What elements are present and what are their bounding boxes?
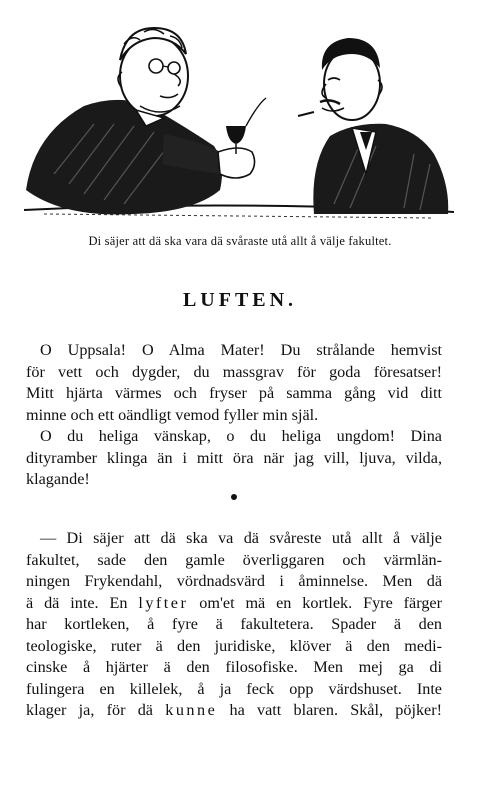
section-divider-dot (231, 494, 237, 500)
paragraph-3 (26, 528, 442, 722)
paragraph-2 (26, 426, 442, 491)
paragraph-3-line: — Di säjer att dä ska va dä svåreste utå allt å välje (40, 529, 442, 547)
chapter-title: LUFTEN. (182, 289, 298, 311)
paragraph-3-line: fulingera en killelek, å ja feck opp värdshuset. Inte (26, 679, 442, 698)
paragraph-3-line: har kortleken, å fyre ä fakultetera. Spader ä den (26, 615, 442, 633)
paragraph-3-line: cinske å hjärter ä den filosofiske. Men mej ga di (26, 658, 442, 676)
paragraph-1-line: för vett och dygder, du massgrav för goda föresatser! (26, 362, 442, 381)
paragraph-1-line: O Uppsala! O Alma Mater! Du strålande hemvist (40, 341, 442, 359)
paragraph-1-line: Mitt hjärta värmes och fryser på samma gång vid ditt (26, 384, 442, 402)
paragraph-3-line: teologiske, ruter ä den juridiske, klöver ä den medi- (26, 636, 442, 655)
paragraph-2-line: dityramber klinga än i mitt öra när jag vill, ljuva, vilda, (26, 448, 442, 467)
paragraph-1-line: minne och ett oändligt vemod fyller min själ. (26, 405, 319, 424)
paragraph-3-line: fakultet, sade den gamle överliggaren och värmlän- (26, 550, 442, 569)
paragraph-3-line (26, 700, 442, 722)
two-men-toasting-illustration (14, 14, 466, 228)
old-man-figure (26, 28, 266, 215)
paragraph-3-line (26, 593, 442, 615)
paragraph-2-line: klagande! (26, 470, 90, 488)
text-fragment: ha vatt blaren. Skål, pöjker! (217, 701, 442, 719)
paragraph-1 (26, 340, 442, 426)
emphasized-word: kunne (165, 701, 218, 719)
text-fragment: ä dä inte. En (26, 593, 139, 612)
young-man-figure (298, 38, 448, 214)
text-fragment: klager ja, för dä (26, 701, 166, 719)
emphasized-word: lyfter (138, 593, 189, 612)
paragraph-3-line: ningen Frykendahl, vördnadsvärd i åminnelse. Men dä (26, 572, 442, 590)
text-fragment: om'et mä en kortlek. Fyre färger (188, 593, 442, 612)
illustration-caption: Di säjer att dä ska vara dä svåraste utå allt å välje fakultet. (88, 234, 392, 248)
paragraph-2-line: O du heliga vänskap, o du heliga ungdom! Dina (40, 427, 442, 445)
